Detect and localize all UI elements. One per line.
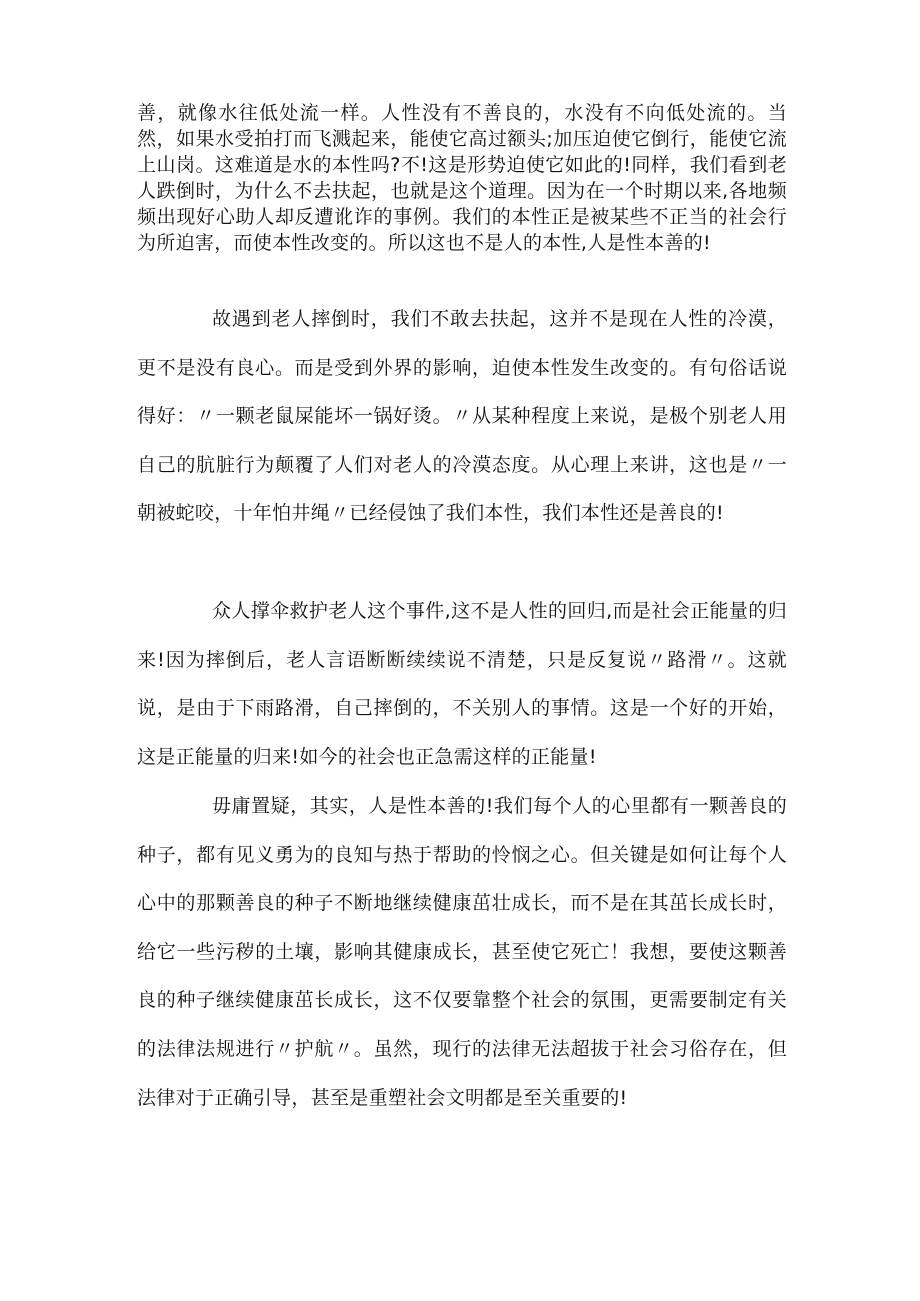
document-page [137, 0, 787, 1301]
paragraph-2: 故遇到老人摔倒时，我们不敢去扶起，这并不是现在人性的冷漠，更不是没有良心。而是受到外界的影响，迫使本性发生改变的。有句俗话说得好：〃一颗老鼠屎能坏一锅好烫。〃从某种程度上来说，是极个别老人用自己的肮脏行为颠覆了人们对老人的冷漠态度。从心理上来讲，这也是〃一朝被蛇咬，十年怕井绳〃已经侵蚀了我们本性，我们本性还是善良的! [137, 308, 787, 525]
paragraph-1: 善，就像水往低处流一样。人性没有不善良的，水没有不向低处流的。当然，如果水受拍打而飞溅起来，能使它高过额头;加压迫使它倒行，能使它流上山岗。这难道是水的本性吗?不!这是形势迫使它如此的!同样，我们看到老人跌倒时，为什么不去扶起，也就是这个道理。因为在一个时期以来,各地频频出现好心助人却反遭讹诈的事例。我们的本性正是被某些不正当的社会行为所迫害，而使本性改变的。所以这也不是人的本性,人是性本善的! [137, 102, 787, 254]
paragraph-3: 众人撑伞救护老人这个事件,这不是人性的回归,而是社会正能量的归来!因为摔倒后，老人言语断断续续说不清楚，只是反复说〃路滑〃。这就说，是由于下雨路滑，自己摔倒的，不关别人的事情。这是一个好的开始，这是正能量的归来!如今的社会也正急需这样的正能量! [137, 600, 787, 768]
paragraph-4: 毋庸置疑，其实，人是性本善的!我们每个人的心里都有一颗善良的种子，都有见义勇为的良知与热于帮助的怜悯之心。但关键是如何让每个人心中的那颗善良的种子不断地继续健康茁壮成长，而不是在其茁长成长时，给它一些污秽的土壤，影响其健康成长，甚至使它死亡！我想，要使这颗善良的种子继续健康茁长成长，这不仅要靠整个社会的氛围，更需要制定有关的法律法规进行〃护航〃。虽然，现行的法律无法超拔于社会习俗存在，但法律对于正确引导，甚至是重塑社会文明都是至关重要的! [137, 795, 787, 1109]
